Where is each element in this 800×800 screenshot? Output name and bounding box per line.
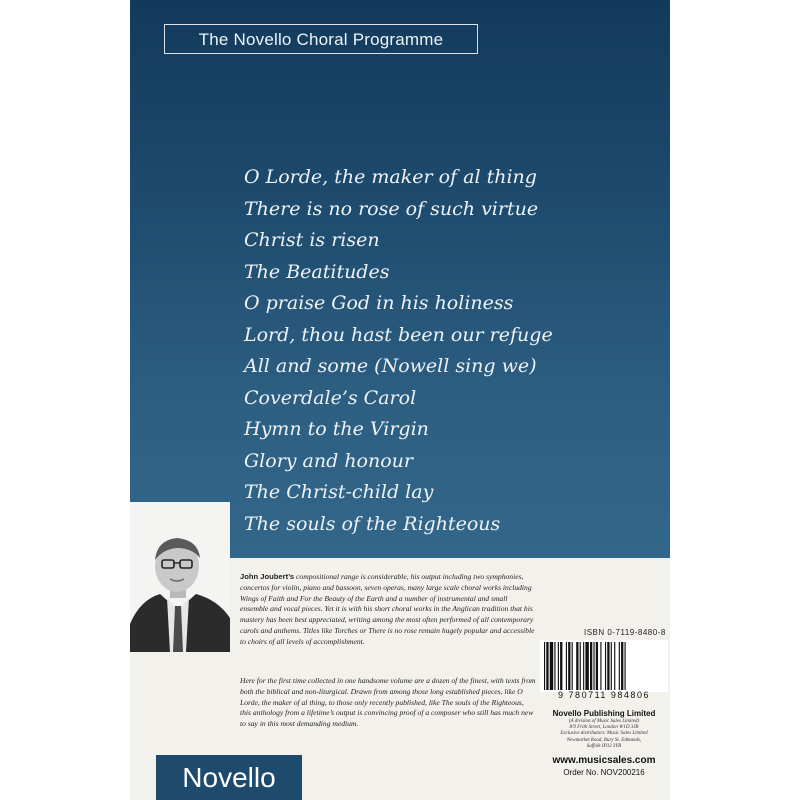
barcode-bar bbox=[576, 642, 578, 690]
series-label: The Novello Choral Programme bbox=[164, 24, 478, 54]
barcode-bar bbox=[572, 642, 573, 690]
website-link[interactable]: www.musicsales.com bbox=[552, 755, 656, 766]
address-line: Suffolk IP33 3YB bbox=[586, 743, 622, 749]
novello-logo: Novello bbox=[156, 755, 302, 800]
barcode-bar bbox=[560, 642, 562, 690]
barcode-bar bbox=[596, 642, 598, 690]
address-line: (A division of Music Sales Limited) bbox=[568, 719, 640, 724]
publisher-name: Novello Publishing Limited bbox=[552, 709, 656, 718]
barcode-bar bbox=[583, 642, 584, 690]
barcode-bar bbox=[550, 642, 553, 690]
barcode-bar bbox=[585, 642, 588, 690]
composer-biography bbox=[240, 572, 536, 648]
publisher-address bbox=[540, 719, 668, 750]
contents-list bbox=[244, 162, 553, 540]
collection-description: Here for the first time collected in one handsome volume are a dozen of the finest, with texts from both the biblical and non-liturgical. Drawn from among those long established pieces, like O Lorde, the maker of al thing, to those only recently published, like The souls of the Righteous, this anthology from a lifetime’s output is convincing proof of a composer who still has much new to say in this most demanding medium. bbox=[240, 676, 536, 729]
composer-name: John Joubert’s bbox=[240, 572, 295, 581]
barcode-bar bbox=[607, 642, 609, 690]
contents-item: The souls of the Righteous bbox=[244, 512, 501, 535]
contents-item: Christ is risen bbox=[244, 229, 380, 251]
barcode-bar bbox=[568, 642, 570, 690]
biography-text: compositional range is considerable, his output including two symphonies, concertos for violin, piano and bassoon, seven operas, many large scale choral works including Wings of Faith and For the Beauty of the Earth and a number of instrumental and small ensemble and vocal pieces. Yet it is with his short choral works in the Anglican tradition that his mastery has been best appreciated, writing among the most often performed of all contemporary carols and anthems. Titles like Torches or There is no rose remain hugely popular and accessible to choirs of all levels of accomplishment. bbox=[240, 572, 535, 646]
barcode-bar bbox=[600, 642, 601, 690]
barcode-bar bbox=[566, 642, 567, 690]
barcode-bar bbox=[605, 642, 606, 690]
contents-item: O praise God in his holiness bbox=[244, 292, 514, 314]
back-cover bbox=[130, 0, 670, 800]
title-panel bbox=[130, 0, 670, 558]
contents-item: O Lorde, the maker of al thing bbox=[244, 166, 537, 188]
barcode-bar bbox=[619, 642, 620, 690]
barcode-image bbox=[540, 640, 668, 692]
barcode-bar bbox=[558, 642, 559, 690]
barcode-bar bbox=[611, 642, 612, 690]
barcode-bar bbox=[625, 642, 626, 690]
contents-item: All and some (Nowell sing we) bbox=[244, 355, 537, 377]
address-line: Exclusive distributors: Music Sales Limited bbox=[560, 731, 648, 737]
barcode-bar bbox=[546, 642, 548, 690]
contents-item: Coverdale’s Carol bbox=[244, 386, 417, 409]
contents-item: Lord, thou hast been our refuge bbox=[244, 323, 553, 346]
portrait-image bbox=[130, 502, 230, 652]
address-line: Newmarket Road, Bury St. Edmunds, bbox=[566, 737, 642, 743]
barcode-bar bbox=[614, 642, 615, 690]
contents-item: The Beatitudes bbox=[244, 260, 390, 283]
order-number: Order No. NOV200216 bbox=[563, 768, 645, 777]
contents-item: Hymn to the Virgin bbox=[244, 418, 429, 440]
barcode-number: 9 780711 984806 bbox=[558, 690, 650, 700]
barcode-bar bbox=[580, 642, 581, 690]
barcode bbox=[540, 640, 668, 692]
address-line: 8/9 Frith Street, London W1D 3JB bbox=[569, 725, 639, 731]
barcode-bar bbox=[621, 642, 623, 690]
contents-item: Glory and honour bbox=[244, 449, 413, 472]
composer-photo bbox=[130, 502, 230, 652]
barcode-bar bbox=[593, 642, 594, 690]
contents-item: There is no rose of such virtue bbox=[244, 197, 539, 220]
barcode-bar bbox=[544, 642, 545, 690]
isbn: ISBN 0-7119-8480-8 bbox=[584, 628, 666, 637]
barcode-bar bbox=[590, 642, 592, 690]
barcode-bar bbox=[554, 642, 555, 690]
contents-item: The Christ-child lay bbox=[244, 481, 434, 503]
